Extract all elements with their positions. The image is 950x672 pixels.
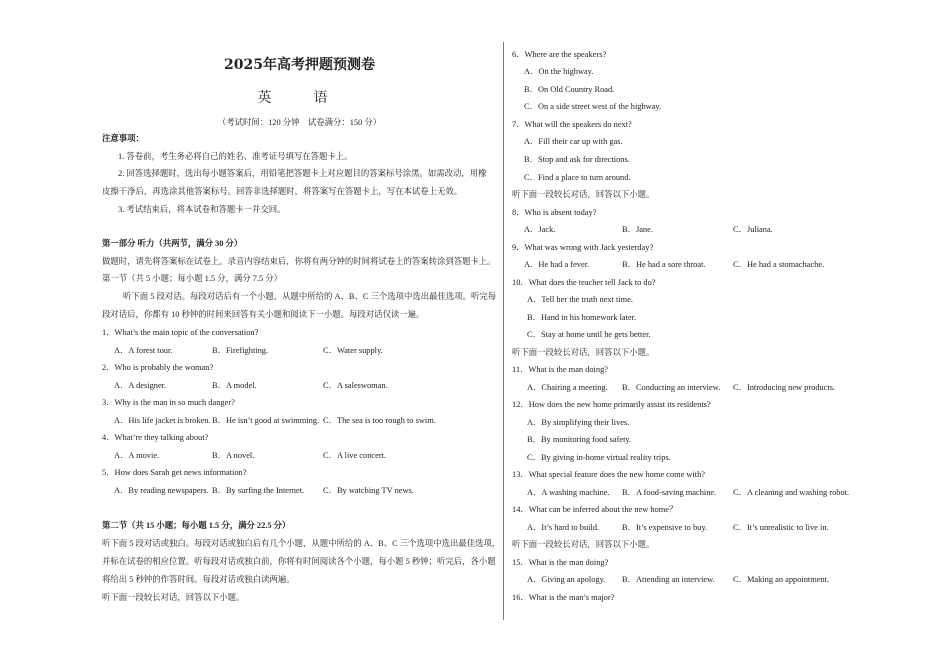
question: 2．Who is probably the woman?	[102, 363, 214, 372]
note-line: 1. 答卷前，考生务必将自己的姓名、准考证号填写在答题卡上。	[118, 152, 353, 161]
option-a: A．By simplifying their lives.	[527, 418, 630, 427]
note-line: 3. 考试结束后，将本试卷和答题卡一并交回。	[118, 205, 286, 214]
section1-heading: 第一节（共 5 小题；每小题 1.5 分，满分 7.5 分）	[102, 274, 283, 283]
option-b: B．A model.	[212, 381, 257, 390]
question: 11．What is the man doing?	[512, 365, 608, 374]
question: 9．What was wrong with Jack yesterday?	[512, 243, 654, 252]
question: 5．How does Sarah get news information?	[102, 468, 247, 477]
question: 7．What will the speakers do next?	[512, 120, 632, 129]
option-b: B．He isn’t good at swimming.	[212, 416, 320, 425]
option-b: B．A novel.	[212, 451, 255, 460]
option-b: B．Firefighting.	[212, 346, 269, 355]
note-line: 皮擦干净后，再选涂其他答案标号。回答非选择题时，将答案写在答题卡上，写在本试卷上无效。	[102, 187, 463, 196]
option-b: B．A food-saving machine.	[622, 488, 717, 497]
exam-info: （考试时间：120 分钟 试卷满分：150 分）	[217, 118, 382, 127]
option-b: B．Conducting an interview.	[622, 383, 721, 392]
section2-intro: 并标在试卷的相应位置。听每段对话或独白前，你将有时间阅读各个小题，每小题 5 秒钟；听完后，各小题	[102, 557, 496, 566]
option-b: B．It’s expensive to buy.	[622, 523, 708, 532]
option-a: A．It’s hard to build.	[527, 523, 600, 532]
question: 3．Why is the man in so much danger?	[102, 398, 235, 407]
question: 1．What’s the main topic of the conversation?	[102, 328, 259, 337]
listen-prompt: 听下面一段较长对话，回答以下小题。	[102, 593, 245, 602]
option-c: C．A cleaning and washing robot.	[733, 488, 850, 497]
option-a: A．By reading newspapers.	[114, 486, 209, 495]
listen-prompt: 听下面一段较长对话，回答以下小题。	[512, 348, 655, 357]
note-line: 2. 回答选择题时，选出每小题答案后，用铅笔把答题卡上对应题目的答案标号涂黑。如需改动，用橡	[118, 169, 487, 178]
subject-title: 英 语	[257, 90, 342, 106]
option-a: A．He had a fever.	[524, 260, 590, 269]
option-a: A．A designer.	[114, 381, 167, 390]
option-c: C．A live concert.	[323, 451, 387, 460]
option-a: A．A washing machine.	[527, 488, 610, 497]
option-a: A．Tell her the truth next time.	[527, 295, 633, 304]
option-b: B．Attending an interview.	[622, 575, 715, 584]
option-c: C．Find a place to turn around.	[524, 173, 631, 182]
question: 4．What’re they talking about?	[102, 433, 209, 442]
option-a: A．On the highway.	[524, 67, 594, 76]
listen-prompt: 听下面一段较长对话，回答以下小题。	[512, 540, 655, 549]
option-c: C．A saleswoman.	[323, 381, 388, 390]
option-c: C．Water supply.	[323, 346, 383, 355]
notes-heading: 注意事项：	[102, 134, 144, 143]
exam-title: 2025年高考押题预测卷	[224, 57, 375, 73]
question: 10．What does the teacher tell Jack to do?	[512, 278, 656, 287]
question: 15．What is the man doing?	[512, 558, 609, 567]
option-a: A．A movie.	[114, 451, 160, 460]
option-c: C．Making an appointment.	[733, 575, 830, 584]
section2-intro: 听下面 5 段对话或独白。每段对话或独白后有几个小题，从题中所给的 A、B、C 三个选项中选出最佳选项，	[102, 539, 501, 548]
part1-intro: 做题时，请先将答案标在试卷上。录音内容结束后，你将有两分钟的时间将试卷上的答案转涂到答题卡上。	[102, 257, 496, 266]
option-a: A．Giving an apology.	[527, 575, 606, 584]
section1-intro: 段对话后，你都有 10 秒钟的时间来回答有关小题和阅读下一小题。每段对话仅读一遍。	[102, 310, 425, 319]
option-b: B．He had a sore throat.	[622, 260, 706, 269]
listen-prompt: 听下面一段较长对话，回答以下小题。	[512, 190, 655, 199]
question: 14．What can be inferred about the new home？	[512, 505, 678, 514]
option-b: B．Hand in his homework later.	[527, 313, 637, 322]
option-b: B．By surfing the Internet.	[212, 486, 305, 495]
option-c: C．Introducing new products.	[733, 383, 836, 392]
option-c: C．It’s unrealistic to live in.	[733, 523, 829, 532]
section1-intro: 听下面 5 段对话。每段对话后有一个小题，从题中所给的 A、B、C 三个选项中选出最佳选项。听完每	[123, 292, 497, 301]
option-a: A．A forest tour.	[114, 346, 173, 355]
option-c: C．Juliana.	[733, 225, 773, 234]
option-c: C．The sea is too rough to swim.	[323, 416, 436, 425]
option-b: B．By monitoring food safety.	[527, 435, 632, 444]
question: 6．Where are the speakers?	[512, 50, 607, 59]
question: 16．What is the man’s major?	[512, 593, 615, 602]
option-c: C．By giving in-home virtual reality trips.	[527, 453, 671, 462]
option-c: C．Stay at home until he gets better.	[527, 330, 651, 339]
option-a: A．Jack.	[524, 225, 556, 234]
question: 8．Who is absent today?	[512, 208, 597, 217]
part1-heading: 第一部分 听力（共两节，满分 30 分）	[102, 239, 243, 248]
option-a: A．Chairing a meeting.	[527, 383, 608, 392]
option-a: A．His life jacket is broken.	[114, 416, 211, 425]
option-b: B．Stop and ask for directions.	[524, 155, 630, 164]
option-c: C．On a side street west of the highway.	[524, 102, 662, 111]
section2-heading: 第二节（共 15 小题；每小题 1.5 分，满分 22.5 分）	[102, 521, 291, 530]
column-divider	[503, 42, 504, 620]
option-a: A．Fill their car up with gas.	[524, 137, 623, 146]
section2-intro: 将给出 5 秒钟的作答时间。每段对话或独白读两遍。	[102, 575, 295, 584]
option-c: C．He had a stomachache.	[733, 260, 825, 269]
option-c: C．By watching TV news.	[323, 486, 414, 495]
option-b: B．Jane.	[622, 225, 653, 234]
question: 13．What special feature does the new home come with?	[512, 470, 706, 479]
option-b: B．On Old Country Road.	[524, 85, 615, 94]
question: 12．How does the new home primarily assist its residents?	[512, 400, 711, 409]
